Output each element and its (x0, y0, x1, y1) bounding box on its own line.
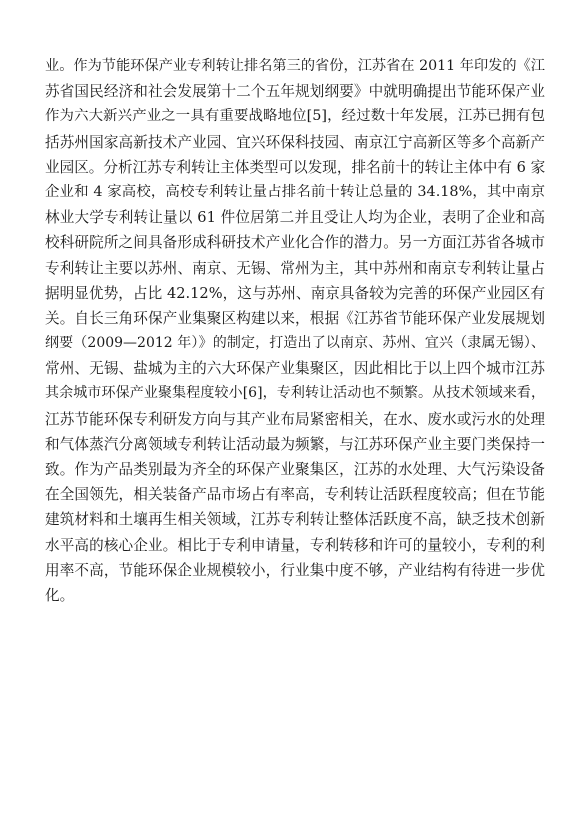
text-line: 专利转让主要以苏州、南京、无锡、常州为主，其中苏州和南京专利转让量占 (45, 259, 545, 277)
text-line: 业。作为节能环保产业专利转让排名第三的省份，江苏省在 2011 年印发的《江 (45, 58, 545, 74)
text-line: 苏省国民经济和社会发展第十二个五年规划纲要》中就明确提出节能环保产业 (45, 83, 545, 101)
text-line: 企业和 4 家高校，高校专利转让量占排名前十转让总量的 34.18%，其中南京 (45, 183, 545, 200)
text-line: 校科研院所之间具备形成科研技术产业化合作的潜力。另一方面江苏省各城市 (45, 234, 545, 252)
text-line: 业园区。分析江苏专利转让主体类型可以发现，排名前十的转让主体中有 6 家 (45, 158, 546, 176)
text-line: 关。自长三角环保产业集聚区构建以来，根据《江苏省节能环保产业发展规划 (45, 309, 545, 327)
text-line: 林业大学专利转让量以 61 件位居第二并且受让人均为企业，表明了企业和高 (45, 209, 545, 227)
text-line: 纲要（2009—2012 年）》的制定，打造出了以南京、苏州、宜兴（隶属无锡）、 (45, 335, 545, 352)
text-line: 水平高的核心企业。相比于专利申请量，专利转移和许可的量较小，专利的利 (45, 536, 545, 554)
text-line: 江苏节能环保专利研发方向与其产业布局紧密相关，在水、废水或污水的处理 (45, 410, 545, 428)
text-line: 在全国领先，相关装备产品市场占有率高，专利转让活跃程度较高；但在节能 (45, 486, 545, 504)
text-line: 建筑材料和土壤再生相关领域，江苏专利转让整体活跃度不高，缺乏技术创新 (45, 511, 545, 529)
text-line: 用率不高，节能环保企业规模较小，行业集中度不够，产业结构有待进一步优 (45, 561, 545, 579)
text-line: 作为六大新兴产业之一具有重要战略地位[5]，经过数十年发展，江苏已拥有包 (45, 108, 545, 125)
text-line: 据明显优势，占比 42.12%，这与苏州、南京具备较为完善的环保产业园区有 (45, 284, 545, 302)
text-line: 其余城市环保产业聚集程度较小[6]，专利转让活动也不频繁。从技术领域来看， (45, 385, 545, 402)
text-line: 致。作为产品类别最为齐全的环保产业聚集区，江苏的水处理、大气污染设备 (45, 461, 545, 478)
text-line: 常州、无锡、盐城为主的六大环保产业集聚区，因此相比于以上四个城市江苏 (45, 360, 545, 378)
body-paragraph (45, 54, 545, 608)
text-line: 化。 (45, 586, 75, 604)
text-line: 和气体蒸汽分离领域专利转让活动最为频繁，与江苏环保产业主要门类保持一 (45, 435, 545, 453)
text-line: 括苏州国家高新技术产业园、宜兴环保科技园、南京江宁高新区等多个高新产 (45, 133, 545, 151)
